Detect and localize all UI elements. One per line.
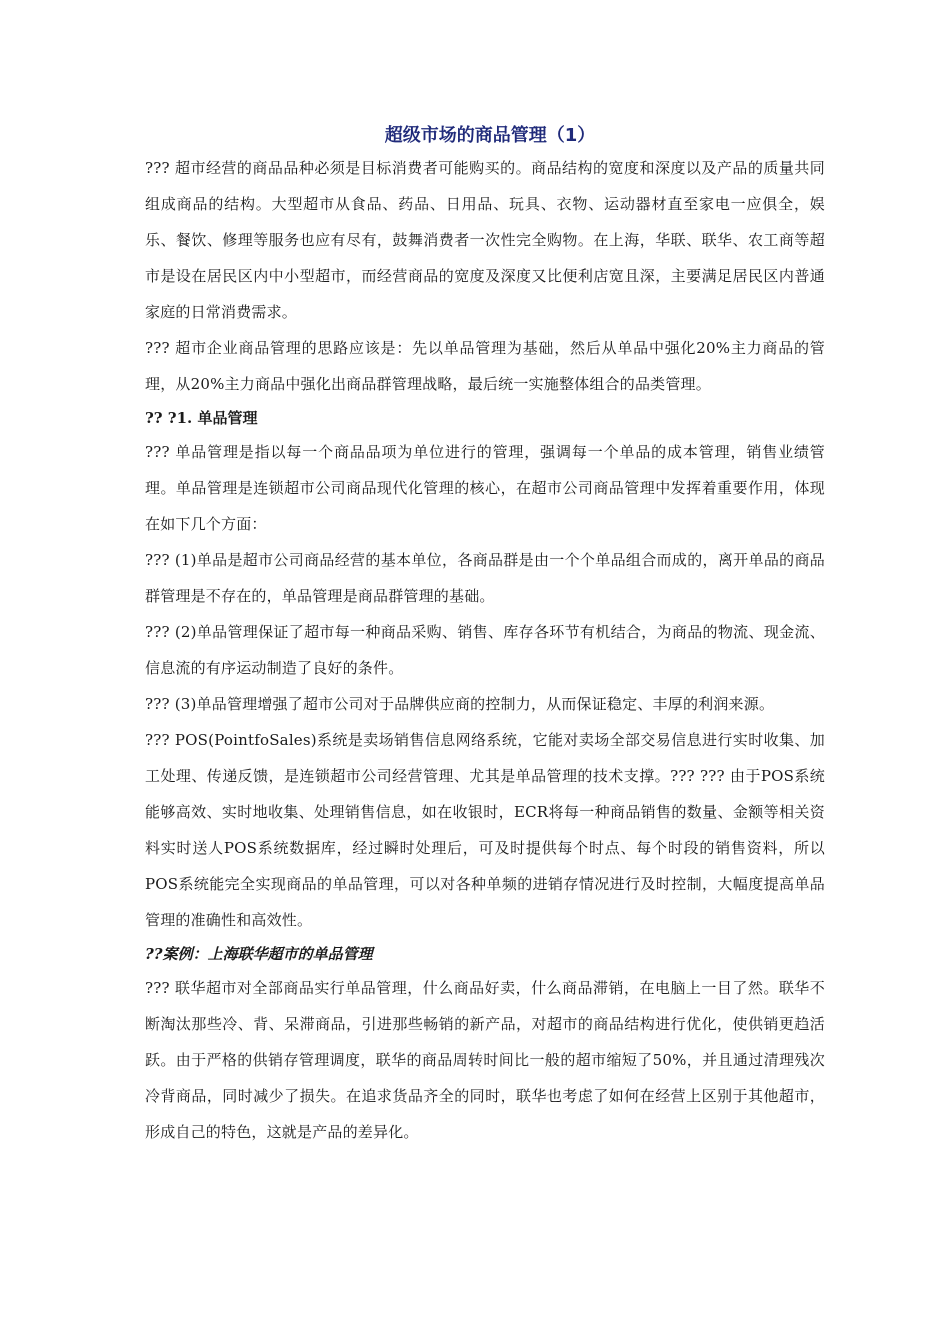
page-title: 超级市场的商品管理（1） <box>384 125 596 146</box>
intro-paragraph-1: ??? 超市经营的商品品种必须是目标消费者可能购买的。商品结构的宽度和深度以及产品的质量共同组成商品的结构。大型超市从食品、药品、日用品、玩具、衣物、运动器材直至家电一应俱全，娱乐、餐饮、修理等服务也应有尽有，鼓舞消费者一次性完全购物。在上海，华联、联华、农工商等超市是设在居民区内中小型超市，而经营商品的宽度及深度又比便利店宽且深，主要满足居民区内普通家庭的日常消费需求。 <box>145 159 825 321</box>
case-heading: ??案例：上海联华超市的单品管理 <box>145 945 373 963</box>
document-body <box>145 122 825 1150</box>
section1-paragraph-5: ??? POS(PointfoSales)系统是卖场销售信息网络系统，它能对卖场全部交易信息进行实时收集、加工处理、传递反馈，是连锁超市公司经营管理、尤其是单品管理的技术支撑。??? ??? 由于POS系统能够高效、实时地收集、处理销售信息，如在收银时，ECR将每一种商品销售的数量、金额等相关资料实时送人POS系统数据库，经过瞬时处理后，可及时提供每个时点、每个时段的销售资料，所以POS系统能完全实现商品的单品管理，可以对各种单频的进销存情况进行及时控制，大幅度提高单品管理的准确性和高效性。 <box>145 731 825 929</box>
case-paragraph: ??? 联华超市对全部商品实行单品管理，什么商品好卖，什么商品滞销，在电脑上一目了然。联华不断淘汰那些冷、背、呆滞商品，引进那些畅销的新产品，对超市的商品结构进行优化，使供销更趋活跃。由于严格的供销存管理调度，联华的商品周转时间比一般的超市缩短了50%，并且通过清理残次冷背商品，同时减少了损失。在追求货品齐全的同时，联华也考虑了如何在经营上区别于其他超市，形成自己的特色，这就是产品的差异化。 <box>145 979 825 1141</box>
intro-paragraph-2: ??? 超市企业商品管理的思路应该是：先以单品管理为基础，然后从单品中强化20%主力商品的管理，从20%主力商品中强化出商品群管理战略，最后统一实施整体组合的品类管理。 <box>145 339 825 393</box>
section1-paragraph-1: ??? 单品管理是指以每一个商品品项为单位进行的管理，强调每一个单品的成本管理，销售业绩管理。单品管理是连锁超市公司商品现代化管理的核心，在超市公司商品管理中发挥着重要作用，体现在如下几个方面： <box>145 443 825 533</box>
section1-paragraph-4: ??? (3)单品管理增强了超市公司对于品牌供应商的控制力，从而保证稳定、丰厚的利润来源。 <box>145 695 775 713</box>
section1-paragraph-2: ??? (1)单品是超市公司商品经营的基本单位，各商品群是由一个个单品组合而成的，离开单品的商品群管理是不存在的，单品管理是商品群管理的基础。 <box>145 551 825 605</box>
section1-paragraph-3: ??? (2)单品管理保证了超市每一种商品采购、销售、库存各环节有机结合，为商品的物流、现金流、信息流的有序运动制造了良好的条件。 <box>145 623 825 677</box>
section-heading-single-item-management: ?? ?1. 单品管理 <box>145 409 258 427</box>
